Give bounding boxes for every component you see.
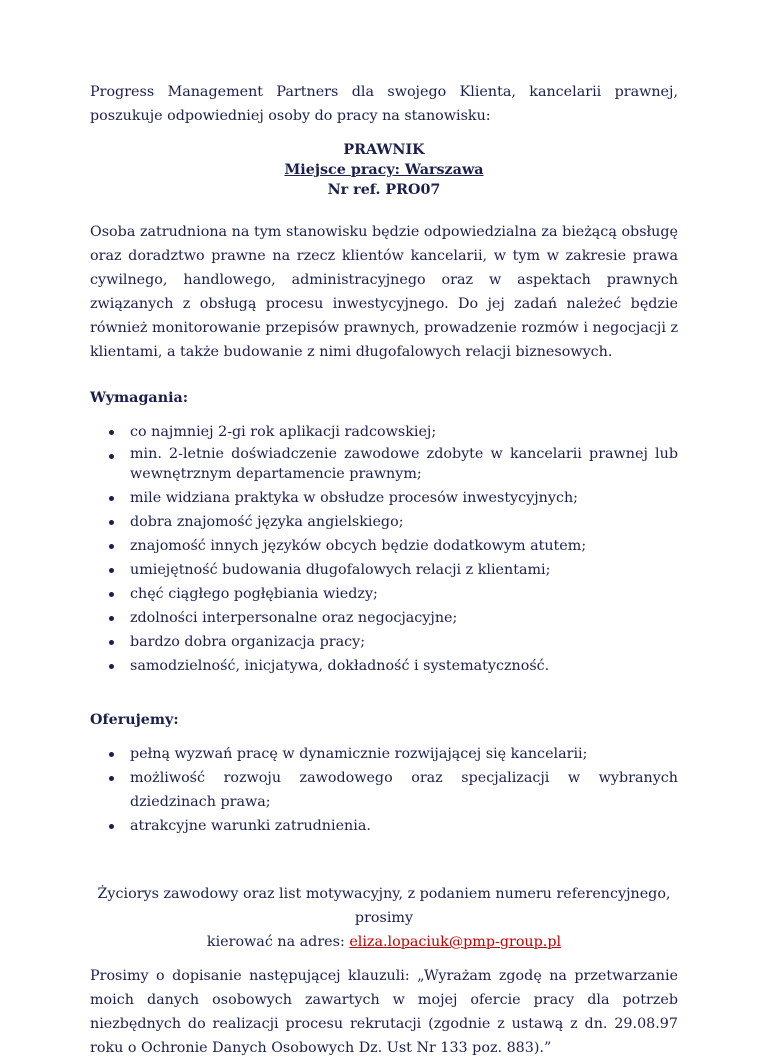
reference-number: Nr ref. PRO07 bbox=[327, 182, 441, 198]
application-line: Życiorys zawodowy oraz list motywacyjny, z podaniem numeru referencyjnego, prosimy bbox=[97, 886, 671, 926]
list-item: mile widziana praktyka w obsłudze procesów inwestycyjnych; bbox=[130, 486, 678, 510]
intro-paragraph: Progress Management Partners dla swojego Klienta, kancelarii prawnej, poszukuje odpowiedniej osoby do pracy na stanowisku: bbox=[90, 84, 678, 124]
list-item: co najmniej 2-gi rok aplikacji radcowskiej; bbox=[130, 420, 678, 444]
address-prefix: kierować na adres: bbox=[206, 934, 350, 950]
list-item: samodzielność, inicjatywa, dokładność i systematyczność. bbox=[130, 654, 678, 678]
requirements-heading: Wymagania: bbox=[90, 390, 189, 406]
position-title: PRAWNIK bbox=[343, 142, 425, 158]
position-title-block bbox=[90, 140, 678, 200]
application-instructions bbox=[90, 882, 678, 954]
offer-heading: Oferujemy: bbox=[90, 712, 179, 728]
list-item: zdolności interpersonalne oraz negocjacyjne; bbox=[130, 606, 678, 630]
list-item: min. 2-letnie doświadczenie zawodowe zdobyte w kancelarii prawnej lub wewnętrznym departamencie prawnym; bbox=[130, 444, 678, 486]
job-offer-document bbox=[90, 80, 678, 1060]
offer-list bbox=[90, 742, 678, 838]
list-item: możliwość rozwoju zawodowego oraz specjalizacji w wybranych dziedzinach prawa; bbox=[130, 766, 678, 814]
position-description: Osoba zatrudniona na tym stanowisku będzie odpowiedzialna za bieżącą obsługę oraz doradztwo prawne na rzecz klientów kancelarii, w tym w zakresie prawa cywilnego, handlowego, administracyjnego oraz w aspektach prawnych związanych z obsługą procesu inwestycyjnego. Do jej zadań należeć będzie również monitorowanie przepisów prawnych, prowadzenie rozmów i negocjacji z klientami, a także budowanie z nimi długofalowych relacji biznesowych. bbox=[90, 224, 678, 360]
list-item: umiejętność budowania długofalowych relacji z klientami; bbox=[130, 558, 678, 582]
work-location: Miejsce pracy: Warszawa bbox=[284, 162, 484, 178]
list-item: atrakcyjne warunki zatrudnienia. bbox=[130, 814, 678, 838]
list-item: pełną wyzwań pracę w dynamicznie rozwijającej się kancelarii; bbox=[130, 742, 678, 766]
list-item: dobra znajomość języka angielskiego; bbox=[130, 510, 678, 534]
list-item: bardzo dobra organizacja pracy; bbox=[130, 630, 678, 654]
consent-clause: Prosimy o dopisanie następującej klauzuli: „Wyrażam zgodę na przetwarzanie moich danych osobowych zawartych w mojej ofercie pracy dla potrzeb niezbędnych do realizacji procesu rekrutacji (zgodnie z ustawą z dn. 29.08.97 roku o Ochronie Danych Osobowych Dz. Ust Nr 133 poz. 883).” bbox=[90, 968, 678, 1056]
email-link[interactable]: eliza.lopaciuk@pmp-group.pl bbox=[349, 934, 562, 950]
requirements-list bbox=[90, 420, 678, 678]
list-item: znajomość innych języków obcych będzie dodatkowym atutem; bbox=[130, 534, 678, 558]
list-item: chęć ciągłego pogłębiania wiedzy; bbox=[130, 582, 678, 606]
application-address-line bbox=[90, 930, 678, 954]
